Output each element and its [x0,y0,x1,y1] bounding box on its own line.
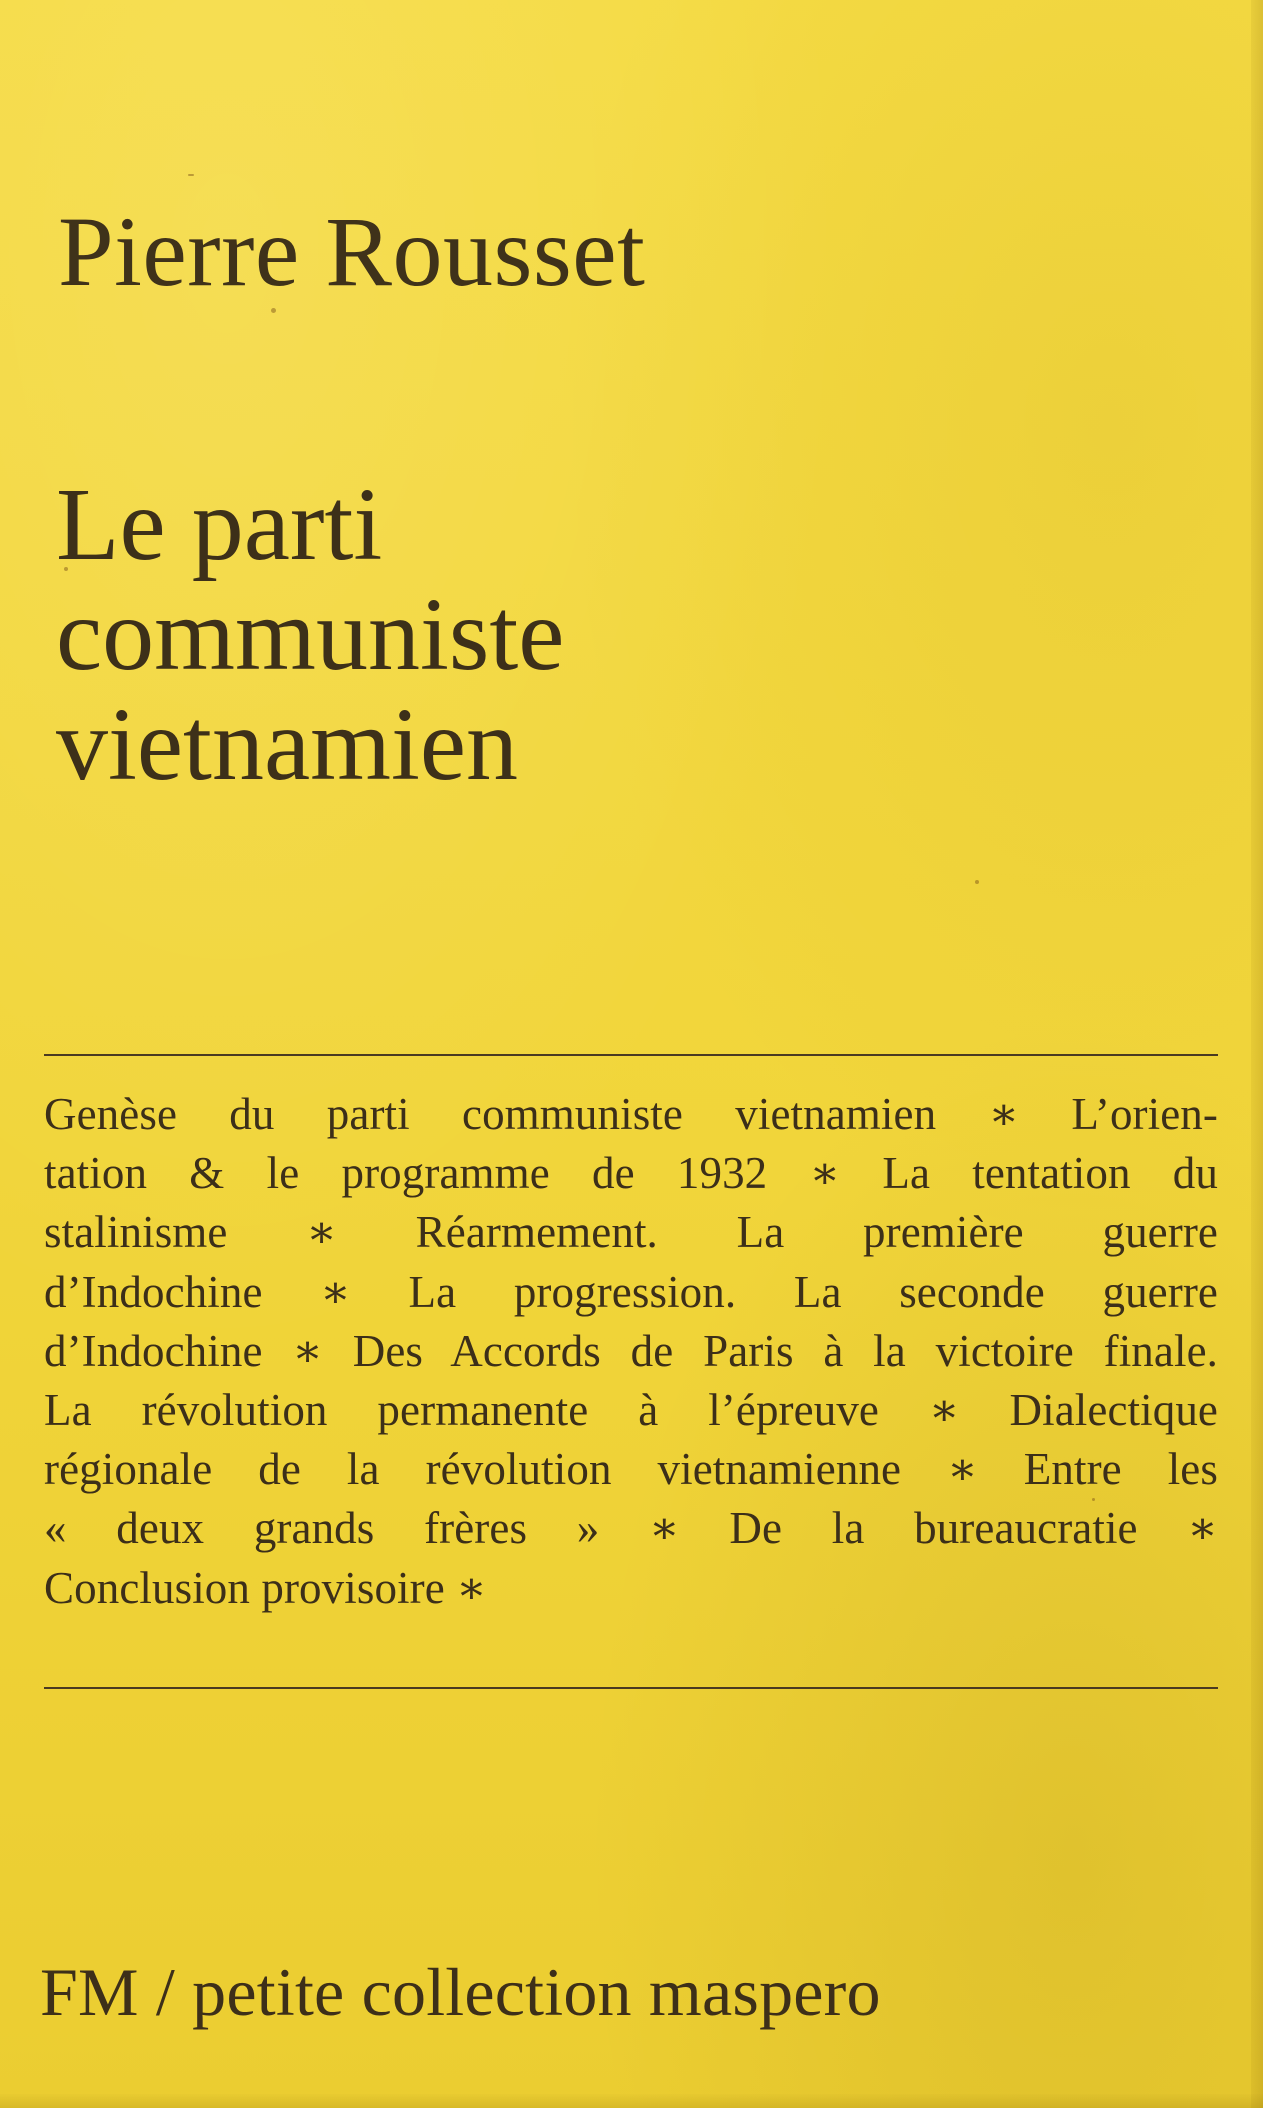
book-title [56,467,1036,803]
publisher-collection: FM / petite collection maspero [40,1954,881,2030]
summary-line: d’Indochine ∗ Des Accords de Paris à la victoire finale. [44,1325,1218,1376]
summary-line: La révolution permanente à l’épreuve ∗ Dialectique [44,1384,1218,1435]
summary-line: d’Indochine ∗ La progression. La seconde guerre [44,1266,1218,1317]
contents-summary [44,1085,1218,1618]
top-divider [44,1054,1218,1056]
paper-speck [975,880,979,884]
bottom-divider [44,1687,1218,1689]
summary-line: Genèse du parti communiste vietnamien ∗ L’orien- [44,1089,1218,1139]
summary-line: stalinisme ∗ Réarmement. La première guerre [44,1207,1218,1258]
page-edge-shadow-bottom [0,2094,1263,2108]
summary-line: « deux grands frères » ∗ De la bureaucratie ∗ [44,1503,1218,1554]
page-edge-shadow-right [1251,0,1263,2108]
title-line: Le parti [56,467,383,582]
summary-line: tation & le programme de 1932 ∗ La tentation du [44,1148,1218,1199]
author-name: Pierre Rousset [58,196,646,307]
paper-speck [271,308,276,313]
title-line: vietnamien [56,687,519,803]
title-line: communiste [56,577,565,693]
summary-line: régionale de la révolution vietnamienne ∗ Entre les [44,1444,1218,1495]
summary-line: Conclusion provisoire ∗ [44,1562,487,1613]
paper-speck [188,174,194,176]
